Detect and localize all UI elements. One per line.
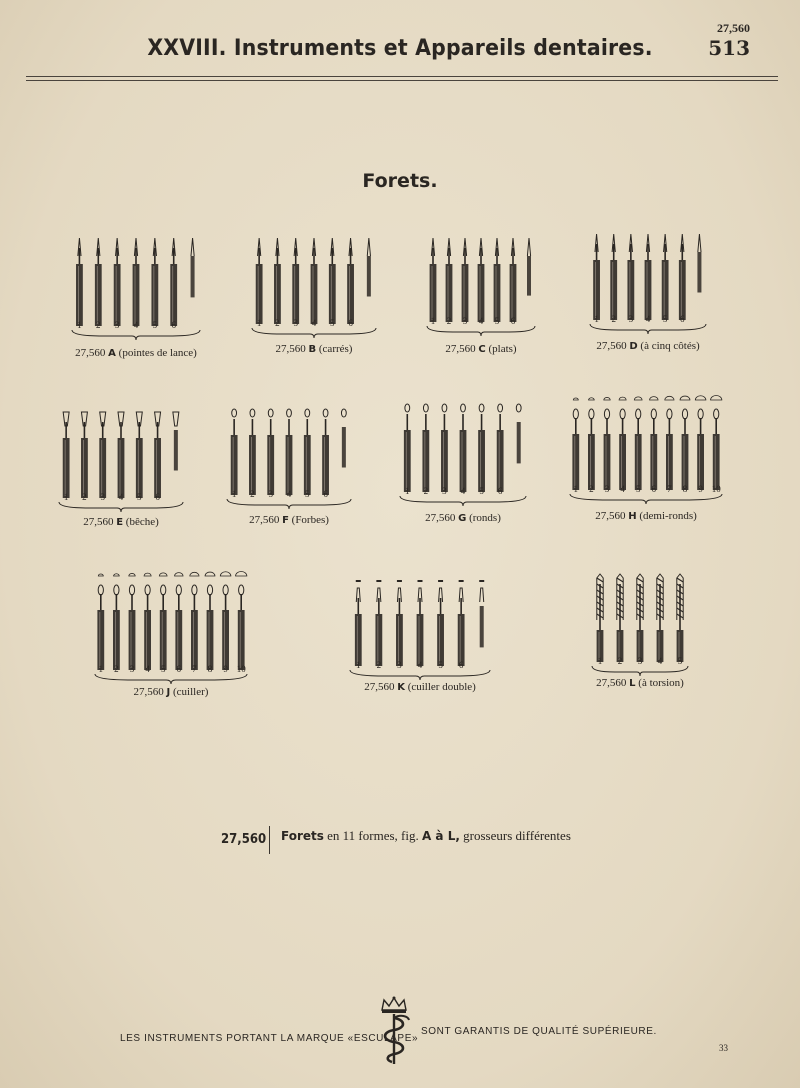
drill-bit [422,404,429,492]
bit-number: 7 [667,484,672,494]
drill-bit [63,412,70,498]
bit-number: 7 [192,664,197,674]
group-brace [227,499,351,509]
drill-bit [593,234,600,320]
drill-caption-c [405,343,557,355]
description-part-1: en 11 formes, fig. [327,828,419,843]
bit-number: 10 [711,484,721,494]
bit-number: 6 [651,484,657,494]
bit-number: 3 [462,316,468,326]
drill-bit [256,238,263,324]
bit-number: 6 [348,318,353,328]
drill-bit [151,238,158,326]
drill-bit [329,238,336,324]
drill-bit [478,238,485,322]
caption-code: 27,560 [133,686,167,698]
bit-number: 1 [573,484,579,494]
group-brace [592,666,688,676]
caption-code: 27,560 [75,347,109,359]
bit-number: 4 [311,318,317,328]
drill-bit [417,580,424,666]
item-description [215,826,635,854]
bit-number: 5 [677,656,683,666]
bit-number: 2 [611,314,616,324]
bit-number: 6 [155,492,160,502]
drill-bit [274,238,281,324]
bit-number: 2 [250,489,255,499]
caption-code: 27,560 [596,340,630,352]
caption-letter: B [308,344,317,355]
group-brace [427,326,535,336]
esculape-logo-icon [376,994,412,1066]
caption-label: (demi-ronds) [636,510,697,522]
bit-number: 2 [589,484,594,494]
drill-group-c [425,234,537,336]
drill-bit [231,409,238,495]
bit-number: 5 [438,660,443,670]
caption-label: (à torsion) [635,677,684,689]
drill-bit [190,572,199,670]
drill-caption-d [568,340,728,352]
drill-bit [367,238,371,297]
drill-bit [267,409,274,495]
drill-bit [665,396,674,490]
drill-bit [136,412,143,498]
drill-bit [341,409,346,468]
caption-label: (bêche) [123,516,159,528]
caption-letter: F [282,515,289,526]
drill-group-d [588,230,708,334]
bit-number: 1 [356,660,361,670]
bit-number: 2 [82,492,87,502]
drill-bit [249,409,256,495]
bit-number: 6 [176,664,182,674]
bit-number: 1 [405,486,410,496]
header-rule-top [26,76,778,77]
caption-code: 27,560 [275,343,309,355]
drill-bit [527,238,531,296]
group-brace [570,494,722,504]
bit-number: 3 [114,320,120,330]
drill-bit [81,412,88,498]
figure-letters: A à L, [421,829,460,843]
drill-bit [205,572,215,670]
caption-letter: A [108,348,116,359]
drill-bit [516,404,521,463]
group-brace [59,502,183,512]
drill-group-l [590,570,690,676]
drill-caption-k [328,681,512,693]
bit-number: 5 [152,320,158,330]
group-brace [252,328,376,338]
bit-number: 6 [680,314,685,324]
bit-number: 3 [129,664,135,674]
drill-bit [679,234,686,320]
drill-bit [159,573,167,670]
drill-bit [617,574,624,662]
footer-text-right: SONT GARANTIS DE QUALITÉ SUPÉRIEURE. [421,1026,657,1037]
caption-code: 27,560 [83,516,117,528]
caption-code: 27,560 [596,677,630,689]
drill-caption-h [548,510,744,522]
bit-number: 1 [597,656,603,666]
drill-group-b [250,234,378,338]
drill-caption-j [73,686,269,698]
caption-code: 27,560 [364,681,398,693]
caption-label: (carrés) [316,343,353,355]
bit-number: 1 [98,664,104,674]
bit-number: 1 [430,316,436,326]
drill-bit [154,412,161,498]
caption-letter: H [628,511,637,522]
drill-bit [680,396,690,490]
drill-bit [396,580,403,666]
description-text [281,828,571,844]
bit-number: 4 [478,316,484,326]
caption-letter: J [166,687,171,698]
caption-code: 27,560 [249,514,283,526]
bit-number: 3 [397,660,402,670]
drill-bit [637,574,644,662]
bit-number: 1 [63,492,69,502]
bit-number: 4 [657,656,663,666]
caption-letter: L [629,678,636,689]
drill-bit [657,574,664,662]
drill-caption-l [570,677,710,689]
drill-bit [114,238,121,326]
bit-number: 4 [460,486,466,496]
drill-group-g [398,400,528,506]
drill-group-a [70,234,202,340]
catalog-code: 27,560 [717,21,750,35]
drill-bit [478,404,485,492]
drill-bit [619,397,626,490]
caption-letter: D [629,341,638,352]
caption-label: (ronds) [466,512,501,524]
drill-bit [220,572,231,670]
caption-code: 27,560 [425,512,459,524]
drill-bit [118,412,125,498]
bit-number: 5 [137,492,142,502]
drill-bit [650,397,659,490]
caption-letter: G [458,513,467,524]
bit-number: 5 [635,484,641,494]
drill-bit [662,234,669,320]
item-code: 27,560 [221,832,267,847]
description-divider [269,826,270,854]
footer-text-left: LES INSTRUMENTS PORTANT LA MARQUE «ESCULAPE» [120,1033,419,1044]
bit-number: 1 [231,489,237,499]
caption-code: 27,560 [595,510,629,522]
drill-bit [677,574,684,662]
page-number: 513 [708,36,750,60]
drill-bit [170,238,177,326]
drill-group-e [57,408,185,512]
drill-caption-b [230,343,398,355]
bit-number: 1 [256,318,262,328]
drill-bit [610,234,617,320]
item-name: Forets [281,829,324,843]
bit-number: 4 [118,492,124,502]
drill-bit [437,580,444,666]
bit-number: 2 [617,656,623,666]
bit-number: 6 [458,660,464,670]
caption-code: 27,560 [445,343,479,355]
section-title: XXVIII. Instruments et Appareils dentaires. [147,36,653,61]
drill-bit [458,580,465,666]
caption-label: (Forbes) [288,514,329,526]
bit-number: 3 [637,656,643,666]
group-brace [350,670,490,680]
drill-bit [460,404,467,492]
drill-bit [441,404,448,492]
bit-number: 3 [268,489,273,499]
drill-bit [430,238,437,322]
bit-number: 5 [662,314,668,324]
drill-bit [133,238,140,326]
bit-number: 8 [682,484,688,494]
bit-number: 2 [376,660,382,670]
bit-number: 4 [145,664,150,674]
bit-number: 3 [293,318,298,328]
drill-bit [462,238,469,322]
caption-letter: K [397,682,405,693]
bit-number: 1 [77,320,82,330]
drill-caption-a [50,347,222,359]
drill-group-k [348,574,492,680]
drill-bit [355,580,362,666]
drill-bit [322,409,329,495]
drill-bit [95,238,102,326]
bit-number: 2 [423,486,429,496]
caption-label: (plats) [485,343,517,355]
drill-bit [497,404,504,492]
drill-bit [76,238,83,326]
drill-bit [236,571,247,670]
bit-number: 3 [604,484,610,494]
drill-bit [572,398,579,490]
drill-bit [597,574,604,662]
bit-number: 5 [305,489,310,499]
header-rule-bottom [26,80,778,81]
bit-number: 6 [171,320,176,330]
bit-number: 4 [645,314,651,324]
drill-bit [311,238,318,324]
drill-bit [175,573,184,670]
bit-number: 3 [628,314,634,324]
caption-label: (pointes de lance) [115,347,197,359]
bit-number: 9 [223,664,228,674]
drill-bit [347,238,354,324]
bit-number: 4 [417,660,423,670]
drill-bit [627,234,634,320]
drill-bit [292,238,299,324]
drill-caption-e [37,516,205,528]
bit-number: 2 [114,664,119,674]
bit-number: 6 [497,486,503,496]
group-brace [95,674,247,684]
drill-bit [129,573,136,670]
drill-bit [479,580,484,647]
drill-group-f [225,405,353,509]
caption-label: (à cinq côtés) [637,340,700,352]
drill-bit [604,397,611,490]
bit-number: 6 [323,489,328,499]
footer-number: 33 [719,1043,728,1053]
drill-group-h [568,394,724,504]
drill-bit [634,397,642,490]
bit-number: 1 [594,314,599,324]
drill-bit [695,396,706,490]
drill-bit [191,238,195,297]
drill-caption-g [378,512,548,524]
caption-label: (cuiller double) [404,681,476,693]
bit-number: 5 [479,486,484,496]
bit-number: 8 [207,664,213,674]
bit-number: 5 [330,318,335,328]
drill-bit [97,574,104,670]
drill-bit [286,409,293,495]
drill-bit [173,412,179,471]
drill-bit [304,409,311,495]
bit-number: 3 [100,492,105,502]
drill-bit [375,580,382,666]
drill-bit [494,238,501,322]
bit-number: 2 [446,316,452,326]
bit-number: 5 [160,664,166,674]
bit-number: 10 [236,664,246,674]
page-subtitle: Forets. [362,170,438,192]
drill-group-j [93,570,249,684]
group-brace [400,496,526,506]
bit-number: 2 [275,318,280,328]
drill-bit [99,412,106,498]
drill-bit [645,234,652,320]
drill-caption-f [205,514,373,526]
bit-number: 2 [96,320,101,330]
caption-letter: C [478,344,486,355]
caption-label: (cuiller) [170,686,209,698]
bit-number: 4 [133,320,139,330]
group-brace [590,324,706,334]
drill-bit [697,234,701,293]
bit-number: 4 [620,484,625,494]
drill-bit [113,574,120,670]
drill-bit [446,238,453,322]
drill-bit [144,573,151,670]
bit-number: 9 [698,484,703,494]
drill-bit [510,238,517,322]
drill-bit [588,398,595,490]
group-brace [72,330,200,340]
description-part-2: grosseurs différentes [463,828,571,843]
caption-letter: E [116,517,124,528]
drill-bit [711,395,722,490]
drill-bit [404,404,411,492]
bit-number: 5 [494,316,500,326]
bit-number: 6 [510,316,516,326]
bit-number: 3 [442,486,447,496]
bit-number: 4 [286,489,292,499]
